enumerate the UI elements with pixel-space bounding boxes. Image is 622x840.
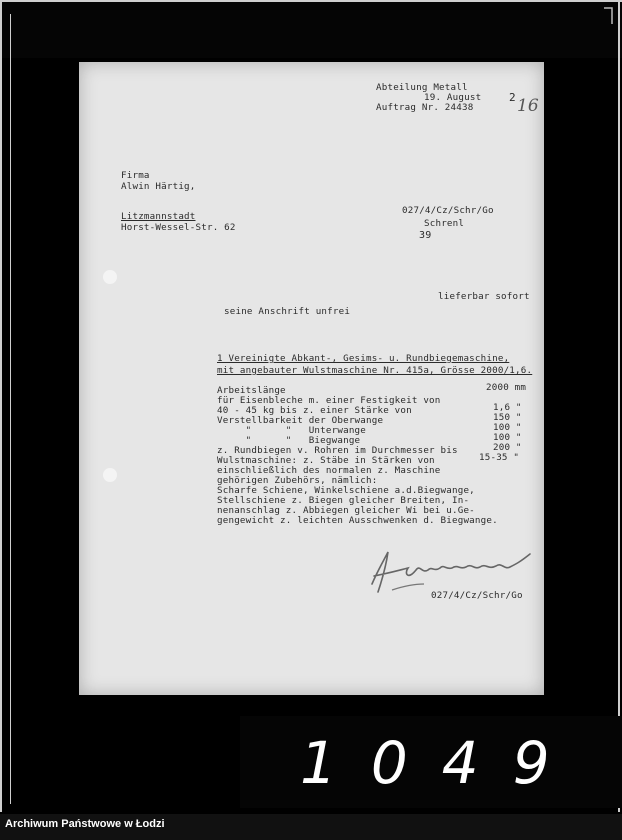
spec-value: 200 "	[493, 442, 522, 453]
item-title-line-2: mit angebauter Wulstmaschine Nr. 415a, Grösse 2000/1,6.	[217, 365, 533, 376]
spec-line: z. Rundbiegen v. Rohren im Durchmesser bis	[217, 445, 458, 456]
spec-line: Scharfe Schiene, Winkelschiene a.d.Biegwange,	[217, 485, 475, 496]
spec-value: 1,6 "	[493, 402, 522, 413]
spec-line: einschließlich des normalen z. Maschine	[217, 465, 441, 476]
film-frame-line	[618, 0, 620, 812]
spec-value: 100 "	[493, 422, 522, 433]
reference-name: Schrenl	[424, 218, 465, 229]
reference-code: 027/4/Cz/Schr/Go	[402, 205, 494, 216]
film-top-strip	[0, 0, 622, 58]
spec-line: gehörigen Zubehörs, nämlich:	[217, 475, 378, 486]
spec-line: " " Unterwange	[217, 425, 367, 436]
archive-label: Archiwum Państwowe w Łodzi	[5, 818, 165, 830]
order-number: Auftrag Nr. 24438	[376, 102, 474, 113]
recipient-street: Horst-Wessel-Str. 62	[121, 222, 236, 233]
recipient-name: Alwin Härtig,	[121, 181, 196, 192]
footer-reference: 027/4/Cz/Schr/Go	[431, 590, 523, 601]
film-frame-line	[10, 14, 11, 804]
spec-value: 150 "	[493, 412, 522, 423]
recipient-city: Litzmannstadt	[121, 211, 196, 222]
spec-line: nenanschlag z. Abbiegen gleicher Wi bei u.Ge-	[217, 505, 475, 516]
spec-line: Wulstmaschine: z. Stäbe in Stärken von	[217, 455, 435, 466]
spec-line: Stellschiene z. Biegen gleicher Breiten, In-	[217, 495, 470, 506]
spec-line: gengewicht z. leichten Ausschwenken d. Biegwange.	[217, 515, 498, 526]
delivery-note: lieferbar sofort	[438, 291, 530, 302]
spec-value: 15-35 "	[479, 452, 520, 463]
handwritten-folio: 16	[517, 96, 539, 116]
film-frame-line	[0, 0, 622, 2]
letter-date: 19. August	[424, 92, 482, 103]
recipient-label: Firma	[121, 170, 150, 181]
item-title-line-1: 1 Vereinigte Abkant-, Gesims- u. Rundbiegemaschine,	[217, 353, 510, 364]
spec-line: für Eisenbleche m. einer Festigkeit von	[217, 395, 441, 406]
spec-value: 100 "	[493, 432, 522, 443]
reference-number: 39	[419, 230, 432, 241]
address-note: seine Anschrift unfrei	[224, 306, 351, 317]
spec-line: Verstellbarkeit der Oberwange	[217, 415, 384, 426]
punch-hole	[103, 270, 117, 284]
spec-value: 2000 mm	[486, 382, 527, 393]
document-sheet	[79, 62, 544, 695]
punch-hole	[103, 468, 117, 482]
spec-line: Arbeitslänge	[217, 385, 286, 396]
frame-number: 1049	[300, 729, 584, 797]
department-label: Abteilung Metall	[376, 82, 468, 93]
page-number: 2	[509, 91, 516, 104]
film-frame-line	[0, 0, 2, 812]
spec-line: " " Biegwange	[217, 435, 361, 446]
film-corner-mark	[602, 6, 614, 26]
spec-line: 40 - 45 kg bis z. einer Stärke von	[217, 405, 412, 416]
